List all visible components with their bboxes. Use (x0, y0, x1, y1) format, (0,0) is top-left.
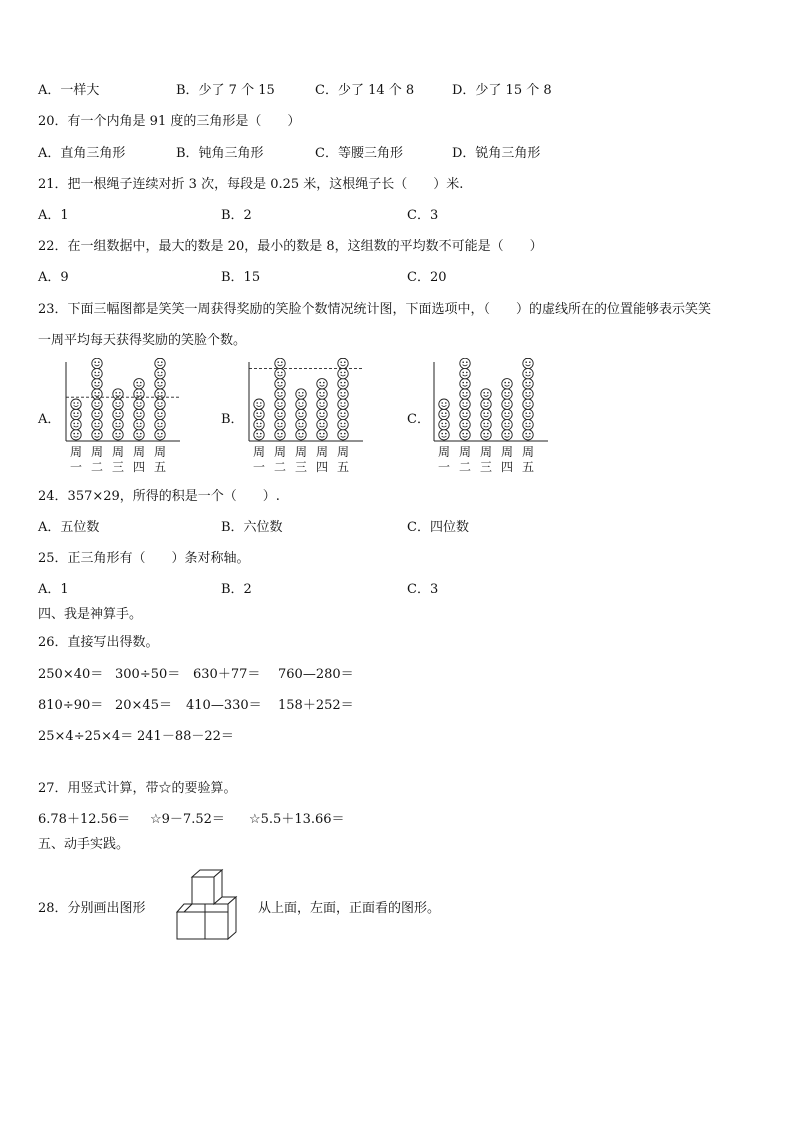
q20-options (38, 146, 758, 162)
smiley-face-icon (338, 379, 348, 389)
q21-stem: 21．把一根绳子连续对折 3 次，每段是 0.25 米，这根绳子长（ ）米. (38, 177, 464, 192)
category-label-line1: 周 (90, 445, 104, 459)
q23-chart-a[interactable] (60, 358, 190, 480)
smiley-face-icon (134, 379, 144, 389)
smiley-face-icon (460, 379, 470, 389)
smiley-face-icon (254, 430, 264, 440)
category-label-line1: 周 (315, 445, 329, 459)
q26-calc: 25×4÷25×4＝ (38, 729, 134, 744)
smiley-face-icon (502, 399, 512, 409)
smiley-face-icon (71, 409, 81, 419)
category-label-line1: 周 (69, 445, 83, 459)
q22-option-c[interactable]: C．20 (407, 270, 447, 285)
q26-row-2 (38, 698, 638, 714)
q26-calc: 810÷90＝ (38, 698, 104, 713)
smiley-face-icon (439, 399, 449, 409)
smiley-face-icon (523, 389, 533, 399)
smiley-face-icon (460, 368, 470, 378)
category-label-line2: 二 (458, 460, 472, 474)
q22-options (38, 270, 758, 286)
smiley-face-icon (338, 419, 348, 429)
smiley-face-icon (460, 358, 470, 368)
category-label-line2: 三 (479, 460, 493, 474)
q20-option-b[interactable]: B．钝角三角形 (176, 146, 264, 161)
smiley-face-icon (155, 409, 165, 419)
category-label-line2: 一 (252, 460, 266, 474)
q27-item: 6.78＋12.56＝ (38, 812, 131, 827)
smiley-face-icon (460, 430, 470, 440)
smiley-face-icon (275, 419, 285, 429)
smiley-face-icon (481, 399, 491, 409)
smiley-face-icon (92, 389, 102, 399)
q28-suffix: 从上面，左面，正面看的图形。 (258, 901, 441, 916)
q26-calc: 158＋252＝ (278, 698, 354, 713)
category-label-line2: 三 (294, 460, 308, 474)
smiley-face-icon (439, 419, 449, 429)
smiley-face-icon (317, 419, 327, 429)
q23-chart-b[interactable] (243, 358, 373, 480)
smiley-face-icon (481, 409, 491, 419)
smiley-face-icon (155, 389, 165, 399)
smiley-face-icon (254, 409, 264, 419)
smiley-face-icon (296, 409, 306, 419)
smiley-face-icon (338, 409, 348, 419)
smiley-face-icon (134, 399, 144, 409)
q23-chart-c[interactable] (428, 358, 558, 480)
q22-stem: 22．在一组数据中，最大的数是 20，最小的数是 8，这组数的平均数不可能是（ ） (38, 239, 543, 254)
category-label-line2: 一 (69, 460, 83, 474)
smiley-face-icon (275, 389, 285, 399)
cube-figure (174, 868, 244, 942)
smiley-face-icon (275, 409, 285, 419)
smiley-face-icon (92, 419, 102, 429)
smiley-face-icon (134, 430, 144, 440)
smiley-face-icon (275, 379, 285, 389)
q21-option-a[interactable]: A．1 (38, 208, 69, 223)
smiley-face-icon (523, 399, 533, 409)
smiley-face-icon (134, 419, 144, 429)
section-5-heading: 五、动手实践。 (38, 837, 130, 852)
q19-option-b[interactable]: B．少了 7 个 15 (176, 83, 275, 98)
smiley-face-icon (92, 379, 102, 389)
q26-calc: 300÷50＝ (115, 667, 181, 682)
q25-stem: 25．正三角形有（ ）条对称轴。 (38, 551, 250, 566)
q24-option-b[interactable]: B．六位数 (221, 520, 283, 535)
q23-option-a-label[interactable]: A． (38, 412, 61, 427)
smiley-face-icon (92, 358, 102, 368)
category-label-line1: 周 (437, 445, 451, 459)
category-label-line1: 周 (252, 445, 266, 459)
smiley-face-icon (338, 368, 348, 378)
category-label-line2: 二 (273, 460, 287, 474)
q20-stem: 20．有一个内角是 91 度的三角形是（ ） (38, 114, 301, 129)
smiley-face-icon (113, 419, 123, 429)
category-label-line2: 二 (90, 460, 104, 474)
smiley-face-icon (113, 389, 123, 399)
category-label-line1: 周 (132, 445, 146, 459)
smiley-face-icon (523, 358, 533, 368)
smiley-face-icon (296, 399, 306, 409)
smiley-face-icon (502, 389, 512, 399)
q23-option-c-label[interactable]: C． (407, 412, 430, 427)
q25-option-b[interactable]: B．2 (221, 582, 252, 597)
smiley-face-icon (523, 409, 533, 419)
smiley-face-icon (296, 419, 306, 429)
smiley-face-icon (155, 430, 165, 440)
smiley-face-icon (317, 379, 327, 389)
q19-option-d[interactable]: D．少了 15 个 8 (452, 83, 552, 98)
q19-option-c[interactable]: C．少了 14 个 8 (315, 83, 415, 98)
smiley-face-icon (275, 368, 285, 378)
smiley-face-icon (296, 389, 306, 399)
smiley-face-icon (460, 389, 470, 399)
category-label-line2: 三 (111, 460, 125, 474)
category-label-line1: 周 (500, 445, 514, 459)
smiley-face-icon (502, 430, 512, 440)
q21-options (38, 208, 758, 224)
q24-options (38, 520, 758, 536)
smiley-face-icon (502, 379, 512, 389)
smiley-face-icon (92, 399, 102, 409)
smiley-face-icon (71, 419, 81, 429)
q24-option-c[interactable]: C．四位数 (407, 520, 469, 535)
smiley-face-icon (502, 419, 512, 429)
smiley-face-icon (523, 430, 533, 440)
category-label-line2: 五 (336, 460, 350, 474)
q26-calc: 630＋77＝ (193, 667, 261, 682)
smiley-face-icon (254, 419, 264, 429)
smiley-face-icon (502, 409, 512, 419)
q27-items (38, 812, 638, 828)
q25-option-c[interactable]: C．3 (407, 582, 439, 597)
q26-calc: 250×40＝ (38, 667, 104, 682)
smiley-face-icon (254, 399, 264, 409)
smiley-face-icon (275, 430, 285, 440)
smiley-face-icon (113, 399, 123, 409)
category-label-line2: 一 (437, 460, 451, 474)
smiley-face-icon (317, 389, 327, 399)
smiley-face-icon (439, 430, 449, 440)
q19-options (38, 83, 758, 99)
q26-row-3 (38, 729, 638, 745)
smiley-face-icon (155, 368, 165, 378)
q21-option-c[interactable]: C．3 (407, 208, 439, 223)
q22-option-a[interactable]: A．9 (38, 270, 69, 285)
category-label-line2: 五 (153, 460, 167, 474)
category-label-line1: 周 (153, 445, 167, 459)
smiley-face-icon (523, 419, 533, 429)
smiley-face-icon (113, 409, 123, 419)
q25-option-a[interactable]: A．1 (38, 582, 69, 597)
q19-option-a[interactable]: A．一样大 (38, 83, 100, 98)
smiley-face-icon (460, 419, 470, 429)
q20-option-d[interactable]: D．锐角三角形 (452, 146, 541, 161)
smiley-face-icon (439, 409, 449, 419)
smiley-face-icon (481, 430, 491, 440)
q23-option-b-label[interactable]: B． (221, 412, 244, 427)
section-4-heading: 四、我是神算手。 (38, 607, 143, 622)
smiley-face-icon (92, 409, 102, 419)
q27-item: ☆9－7.52＝ (150, 812, 225, 827)
q27-stem: 27．用竖式计算，带☆的要验算。 (38, 781, 237, 796)
category-label-line2: 五 (521, 460, 535, 474)
smiley-face-icon (296, 430, 306, 440)
q26-calc: 410—330＝ (186, 698, 262, 713)
category-label-line1: 周 (336, 445, 350, 459)
category-label-line2: 四 (500, 460, 514, 474)
smiley-face-icon (155, 419, 165, 429)
smiley-face-icon (460, 409, 470, 419)
smiley-face-icon (338, 399, 348, 409)
smiley-face-icon (523, 379, 533, 389)
smiley-face-icon (134, 409, 144, 419)
smiley-face-icon (317, 430, 327, 440)
q24-stem: 24．357×29，所得的积是一个（ ）. (38, 489, 280, 504)
q25-options (38, 582, 758, 598)
q26-stem: 26．直接写出得数。 (38, 635, 159, 650)
smiley-face-icon (134, 389, 144, 399)
category-label-line1: 周 (111, 445, 125, 459)
smiley-face-icon (275, 358, 285, 368)
smiley-face-icon (481, 389, 491, 399)
q23-stem-line1: 23．下面三幅图都是笑笑一周获得奖励的笑脸个数情况统计图，下面选项中，（ ）的虚线所在的位置能够表示笑笑 (38, 302, 712, 317)
smiley-face-icon (523, 368, 533, 378)
smiley-face-icon (92, 430, 102, 440)
q24-option-a[interactable]: A．五位数 (38, 520, 100, 535)
smiley-face-icon (71, 399, 81, 409)
q26-row-1 (38, 667, 638, 683)
category-label-line2: 四 (132, 460, 146, 474)
category-label-line1: 周 (294, 445, 308, 459)
q21-option-b[interactable]: B．2 (221, 208, 252, 223)
smiley-face-icon (460, 399, 470, 409)
q22-option-b[interactable]: B．15 (221, 270, 261, 285)
category-label-line1: 周 (521, 445, 535, 459)
q20-option-a[interactable]: A．直角三角形 (38, 146, 126, 161)
category-label-line1: 周 (479, 445, 493, 459)
smiley-face-icon (275, 399, 285, 409)
smiley-face-icon (481, 419, 491, 429)
smiley-face-icon (317, 399, 327, 409)
q27-item: ☆5.5＋13.66＝ (249, 812, 345, 827)
q28-prefix: 28．分别画出图形 (38, 901, 146, 916)
smiley-face-icon (113, 430, 123, 440)
category-label-line1: 周 (273, 445, 287, 459)
smiley-face-icon (155, 379, 165, 389)
smiley-face-icon (338, 358, 348, 368)
q26-calc: 20×45＝ (115, 698, 172, 713)
smiley-face-icon (155, 399, 165, 409)
category-label-line2: 四 (315, 460, 329, 474)
q20-option-c[interactable]: C．等腰三角形 (315, 146, 403, 161)
category-label-line1: 周 (458, 445, 472, 459)
smiley-face-icon (338, 389, 348, 399)
q23-stem-line2: 一周平均每天获得奖励的笑脸个数。 (38, 333, 247, 348)
smiley-face-icon (155, 358, 165, 368)
smiley-face-icon (92, 368, 102, 378)
smiley-face-icon (71, 430, 81, 440)
smiley-face-icon (317, 409, 327, 419)
q26-calc: 760—280＝ (278, 667, 354, 682)
smiley-face-icon (338, 430, 348, 440)
q26-calc: 241－88－22＝ (137, 729, 234, 744)
